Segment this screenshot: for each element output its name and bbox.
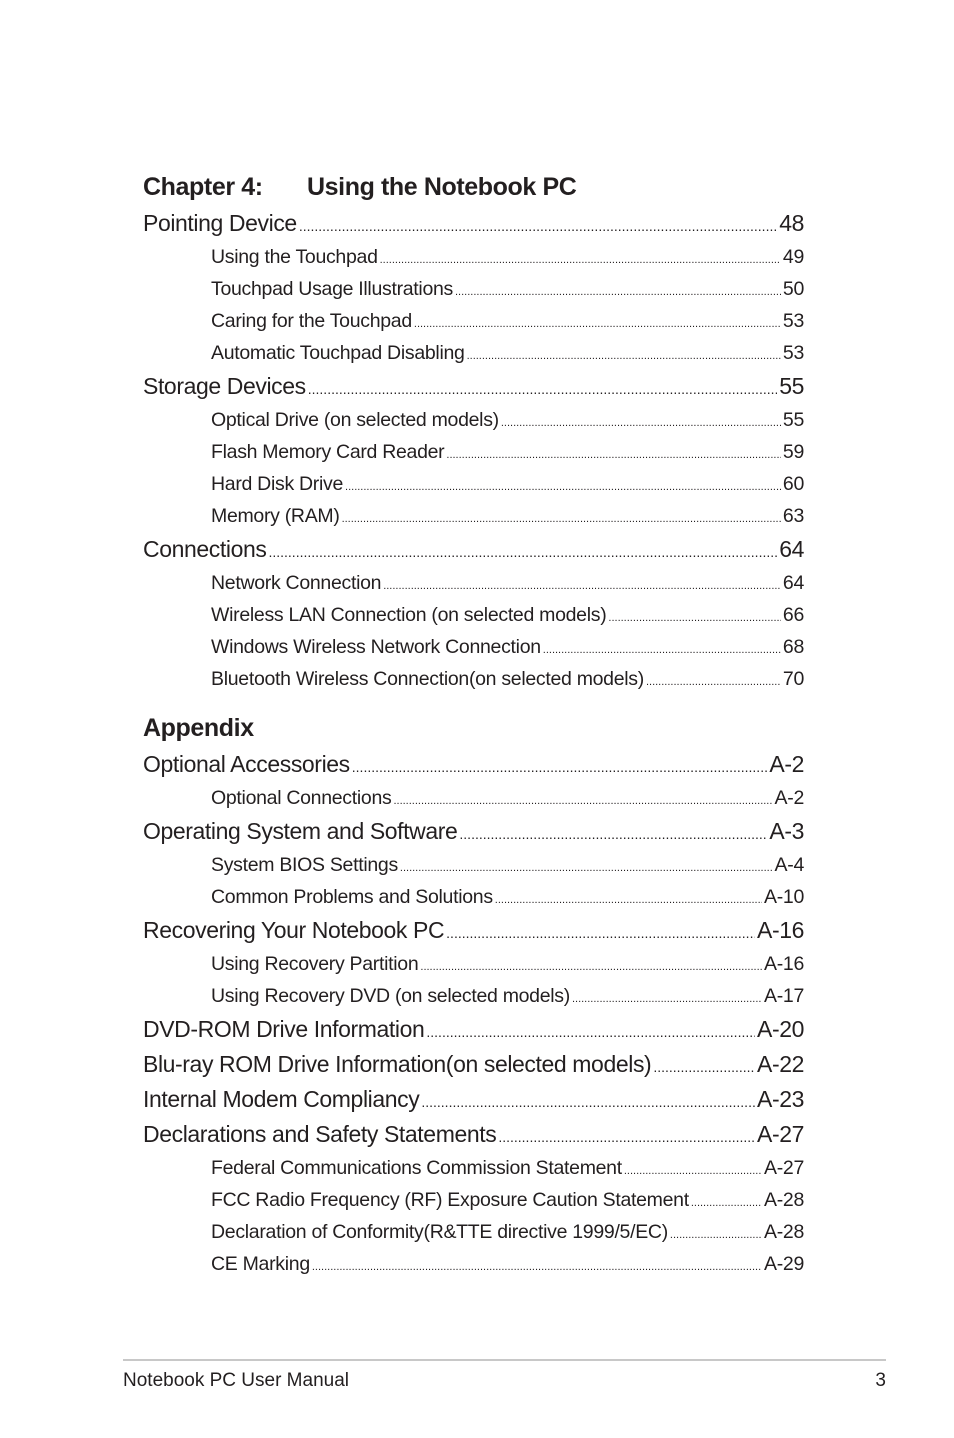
dot-leader xyxy=(653,1050,755,1082)
toc-entry[interactable] xyxy=(143,1047,804,1082)
toc-entry-label: Blu-ray ROM Drive Information(on selected models) xyxy=(143,1051,652,1077)
toc-entry-label: Memory (RAM) xyxy=(211,505,340,527)
toc-entry[interactable] xyxy=(143,369,804,404)
dot-leader xyxy=(308,372,777,404)
dot-leader xyxy=(498,1120,755,1152)
dot-leader xyxy=(426,1015,755,1047)
toc-entry-page: A-23 xyxy=(757,1086,804,1112)
toc-subentry[interactable] xyxy=(143,881,804,913)
toc-subentry[interactable] xyxy=(143,782,804,814)
dot-leader xyxy=(345,471,781,500)
toc-entry-label: Operating System and Software xyxy=(143,818,458,844)
toc-entry-page: A-27 xyxy=(764,1157,804,1179)
toc-entry-page: A-28 xyxy=(764,1189,804,1211)
toc-entry[interactable] xyxy=(143,206,804,241)
toc-subentry[interactable] xyxy=(143,241,804,273)
toc-entry-page: A-20 xyxy=(757,1016,804,1042)
toc-entry-label: Pointing Device xyxy=(143,210,297,236)
toc-entry-label: Optional Accessories xyxy=(143,751,350,777)
toc-subentry[interactable] xyxy=(143,1216,804,1248)
toc-entry-label: Touchpad Usage Illustrations xyxy=(211,278,453,300)
chapter-number: Chapter 4: xyxy=(143,173,263,201)
dot-leader xyxy=(446,439,781,468)
toc-subentry[interactable] xyxy=(143,631,804,663)
toc-entry-label: Network Connection xyxy=(211,572,382,594)
toc-entry[interactable] xyxy=(143,1117,804,1152)
toc-entry-page: A-22 xyxy=(757,1051,804,1077)
chapter-heading xyxy=(143,168,804,206)
footer-manual-title: Notebook PC User Manual xyxy=(123,1370,349,1391)
footer-divider xyxy=(123,1359,886,1361)
toc-entry-label: Optional Connections xyxy=(211,787,392,809)
footer-page-number: 3 xyxy=(875,1370,886,1391)
toc-entry-label: Optical Drive (on selected models) xyxy=(211,409,499,431)
toc-entry[interactable] xyxy=(143,532,804,567)
dot-leader xyxy=(380,244,781,273)
toc-subentry[interactable] xyxy=(143,305,804,337)
dot-leader xyxy=(455,276,781,305)
toc-entry-page: A-17 xyxy=(764,985,804,1007)
toc-entry-label: Hard Disk Drive xyxy=(211,473,344,495)
dot-leader xyxy=(467,340,781,369)
toc-entry-page: 70 xyxy=(782,668,804,690)
dot-leader xyxy=(299,209,777,241)
toc-entry-label: Declarations and Safety Statements xyxy=(143,1121,497,1147)
toc-entry-page: 53 xyxy=(782,310,804,332)
toc-entry-label: DVD-ROM Drive Information xyxy=(143,1016,425,1042)
dot-leader xyxy=(459,817,767,849)
toc-entry-page: 55 xyxy=(782,409,804,431)
dot-leader xyxy=(352,750,768,782)
toc-entry-label: Windows Wireless Network Connection xyxy=(211,636,541,658)
dot-leader xyxy=(446,916,755,948)
toc-entry-label: Automatic Touchpad Disabling xyxy=(211,342,465,364)
toc-entry-label: Recovering Your Notebook PC xyxy=(143,917,445,943)
toc-entry-page: 53 xyxy=(782,342,804,364)
dot-leader xyxy=(383,570,781,599)
dot-leader xyxy=(670,1219,762,1248)
toc-entry-page: A-27 xyxy=(757,1121,804,1147)
toc-subentry[interactable] xyxy=(143,980,804,1012)
dot-leader xyxy=(501,407,781,436)
toc-subentry[interactable] xyxy=(143,404,804,436)
toc-entry-page: 68 xyxy=(782,636,804,658)
toc-entry-page: 64 xyxy=(782,572,804,594)
toc-entry-page: 49 xyxy=(782,246,804,268)
toc-entry-page: 63 xyxy=(782,505,804,527)
toc-entry-page: 55 xyxy=(779,373,804,399)
toc-entry-label: Wireless LAN Connection (on selected models) xyxy=(211,604,607,626)
toc-entry-page: A-28 xyxy=(764,1221,804,1243)
toc-entry-label: FCC Radio Frequency (RF) Exposure Caution Statement xyxy=(211,1189,689,1211)
toc-entry-page: 60 xyxy=(782,473,804,495)
toc-entry-label: Bluetooth Wireless Connection(on selected models) xyxy=(211,668,644,690)
toc-entry[interactable] xyxy=(143,747,804,782)
dot-leader xyxy=(646,666,781,695)
toc-entry-page: A-29 xyxy=(764,1253,804,1275)
toc-entry-page: A-16 xyxy=(757,917,804,943)
toc-entry-page: 64 xyxy=(779,536,804,562)
dot-leader xyxy=(400,852,773,881)
toc-entry-label: Federal Communications Commission Statement xyxy=(211,1157,622,1179)
dot-leader xyxy=(421,1085,755,1117)
dot-leader xyxy=(393,785,772,814)
toc-subentry[interactable] xyxy=(143,599,804,631)
toc-entry-label: CE Marking xyxy=(211,1253,310,1275)
dot-leader xyxy=(495,884,762,913)
toc-entry[interactable] xyxy=(143,814,804,849)
toc-subentry[interactable] xyxy=(143,500,804,532)
toc-subentry[interactable] xyxy=(143,468,804,500)
toc-entry-page: 50 xyxy=(782,278,804,300)
toc-entry-label: Storage Devices xyxy=(143,373,306,399)
toc-entry-page: 59 xyxy=(782,441,804,463)
dot-leader xyxy=(624,1155,762,1184)
toc-subentry[interactable] xyxy=(143,1184,804,1216)
toc-entry[interactable] xyxy=(143,1012,804,1047)
toc-entry-label: Flash Memory Card Reader xyxy=(211,441,445,463)
toc-subentry[interactable] xyxy=(143,849,804,881)
toc-subentry[interactable] xyxy=(143,948,804,980)
toc-subentry[interactable] xyxy=(143,337,804,369)
toc-entry-label: System BIOS Settings xyxy=(211,854,398,876)
toc-entry-page: A-4 xyxy=(774,854,804,876)
toc-subentry[interactable] xyxy=(143,1152,804,1184)
dot-leader xyxy=(342,503,781,532)
toc-subentry[interactable] xyxy=(143,567,804,599)
dot-leader xyxy=(691,1187,762,1216)
dot-leader xyxy=(608,602,781,631)
toc-entry-page: A-3 xyxy=(769,818,804,844)
chapter-title: Using the Notebook PC xyxy=(307,173,577,201)
toc-entry-label: Using Recovery DVD (on selected models) xyxy=(211,985,570,1007)
toc-entry-label: Using the Touchpad xyxy=(211,246,378,268)
toc-entry[interactable] xyxy=(143,913,804,948)
toc-subentry[interactable] xyxy=(143,1248,804,1280)
toc-entry-page: 48 xyxy=(779,210,804,236)
dot-leader xyxy=(572,983,762,1012)
toc-entry-label: Caring for the Touchpad xyxy=(211,310,412,332)
toc-entry-page: A-16 xyxy=(764,953,804,975)
dot-leader xyxy=(543,634,781,663)
dot-leader xyxy=(420,951,762,980)
toc-entry-label: Common Problems and Solutions xyxy=(211,886,493,908)
dot-leader xyxy=(268,535,777,567)
table-of-contents xyxy=(143,168,804,1280)
toc-entry-label: Connections xyxy=(143,536,267,562)
toc-subentry[interactable] xyxy=(143,273,804,305)
toc-entry[interactable] xyxy=(143,1082,804,1117)
toc-subentry[interactable] xyxy=(143,663,804,695)
toc-entry-page: A-10 xyxy=(764,886,804,908)
dot-leader xyxy=(312,1251,762,1280)
toc-entry-page: A-2 xyxy=(769,751,804,777)
toc-entry-label: Using Recovery Partition xyxy=(211,953,419,975)
toc-entry-label: Internal Modem Compliancy xyxy=(143,1086,420,1112)
toc-subentry[interactable] xyxy=(143,436,804,468)
toc-entry-page: 66 xyxy=(782,604,804,626)
toc-entry-page: A-2 xyxy=(774,787,804,809)
toc-entry-label: Declaration of Conformity(R&TTE directive 1999/5/EC) xyxy=(211,1221,668,1243)
dot-leader xyxy=(414,308,781,337)
appendix-heading: Appendix xyxy=(143,714,254,742)
